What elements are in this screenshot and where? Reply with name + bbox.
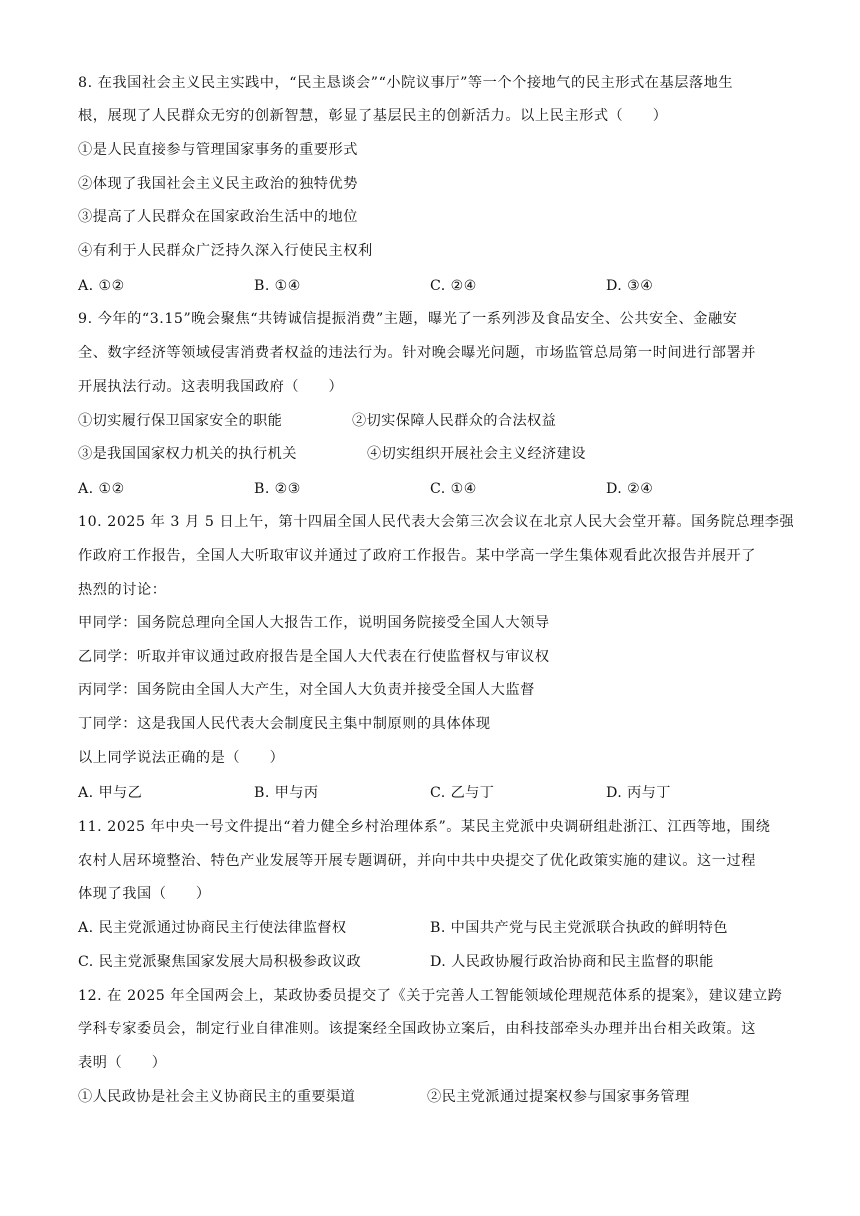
q8-option-c: C. ②④ (430, 278, 477, 294)
q12-statement-2: ②民主党派通过提案权参与国家事务管理 (427, 1089, 690, 1105)
q9-option-c: C. ①④ (430, 481, 477, 497)
q8-option-b: B. ①④ (254, 278, 301, 294)
q10-statement-3: 丙同学：国务院由全国人大产生，对全国人大负责并接受全国人大监督 (78, 682, 535, 698)
q10-option-c: C. 乙与丁 (430, 785, 495, 801)
q10-option-b: B. 甲与丙 (254, 785, 319, 801)
q11-option-a: A. 民主党派通过协商民主行使法律监督权 (78, 920, 347, 936)
q10-stem-line-2: 作政府工作报告，全国人大听取审议并通过了政府工作报告。某中学高一学生集体观看此次报告并展开了 (78, 548, 756, 564)
q11-stem-line-2: 农村人居环境整治、特色产业发展等开展专题调研，并向中共中央提交了优化政策实施的建议。这一过程 (78, 853, 756, 869)
q9-option-a: A. ①② (78, 481, 125, 497)
q8-statement-3: ③提高了人民群众在国家政治生活中的地位 (78, 209, 359, 225)
q12-stem-line-2: 学科专家委员会，制定行业自律准则。该提案经全国政协立案后，由科技部牵头办理并出台相关政策。这 (78, 1021, 756, 1037)
q9-option-d: D. ②④ (606, 481, 654, 497)
q10-stem-line-3: 热烈的讨论： (78, 582, 167, 598)
q11-option-c: C. 民主党派聚焦国家发展大局积极参政议政 (78, 954, 362, 970)
q11-stem-line-1: 11. 2025 年中央一号文件提出“着力健全乡村治理体系”。某民主党派中央调研组赴浙江、江西等地，围绕 (78, 819, 771, 835)
q9-statement-2: ②切实保障人民群众的合法权益 (352, 413, 557, 429)
q8-option-a: A. ①② (78, 278, 125, 294)
q12-stem-line-3: 表明（ ） (78, 1055, 167, 1071)
q10-option-a: A. 甲与乙 (78, 785, 143, 801)
q8-statement-4: ④有利于人民群众广泛持久深入行使民主权利 (78, 243, 373, 259)
q10-option-d: D. 丙与丁 (606, 785, 671, 801)
q10-question-line: 以上同学说法正确的是（ ） (78, 750, 285, 766)
q10-statement-1: 甲同学：国务院总理向全国人大报告工作，说明国务院接受全国人大领导 (78, 615, 550, 631)
q8-stem-line-2: 根，展现了人民群众无穷的创新智慧，彰显了基层民主的创新活力。以上民主形式（ ） (78, 108, 668, 124)
q10-stem-line-1: 10. 2025 年 3 月 5 日上午，第十四届全国人民代表大会第三次会议在北京人民大会堂开幕。国务院总理李强 (78, 514, 795, 530)
q10-statement-2: 乙同学：听取并审议通过政府报告是全国人大代表在行使监督权与审议权 (78, 649, 550, 665)
q12-stem-line-1: 12. 在 2025 年全国两会上，某政协委员提交了《关于完善人工智能领域伦理规范体系的提案》，建议建立跨 (78, 988, 783, 1004)
q9-option-b: B. ②③ (254, 481, 301, 497)
q11-option-b: B. 中国共产党与民主党派联合执政的鲜明特色 (430, 920, 728, 936)
q12-statement-1: ①人民政协是社会主义协商民主的重要渠道 (78, 1089, 356, 1105)
q9-stem-line-1: 9. 今年的“3.15”晚会聚焦“共铸诚信提振消费”主题，曝光了一系列涉及食品安全、公共安全、金融安 (78, 311, 738, 327)
q8-statement-2: ②体现了我国社会主义民主政治的独特优势 (78, 176, 359, 192)
q9-statement-1: ①切实履行保卫国家安全的职能 (78, 413, 283, 429)
q9-stem-line-3: 开展执法行动。这表明我国政府（ ） (78, 379, 344, 395)
q8-option-d: D. ③④ (606, 278, 654, 294)
q11-stem-line-3: 体现了我国（ ） (78, 886, 211, 902)
q11-option-d: D. 人民政协履行政治协商和民主监督的职能 (430, 954, 714, 970)
q10-statement-4: 丁同学：这是我国人民代表大会制度民主集中制原则的具体体现 (78, 716, 491, 732)
q9-statement-4: ④切实组织开展社会主义经济建设 (367, 446, 586, 462)
q9-stem-line-2: 全、数字经济等领域侵害消费者权益的违法行为。针对晚会曝光问题，市场监管总局第一时间进行部署并 (78, 345, 756, 361)
q9-statement-3: ③是我国国家权力机关的执行机关 (78, 446, 297, 462)
q8-statement-1: ①是人民直接参与管理国家事务的重要形式 (78, 142, 359, 158)
q8-stem-line-1: 8. 在我国社会主义民主实践中，“民主恳谈会”“小院议事厅”等一个个接地气的民主形式在基层落地生 (78, 75, 734, 91)
